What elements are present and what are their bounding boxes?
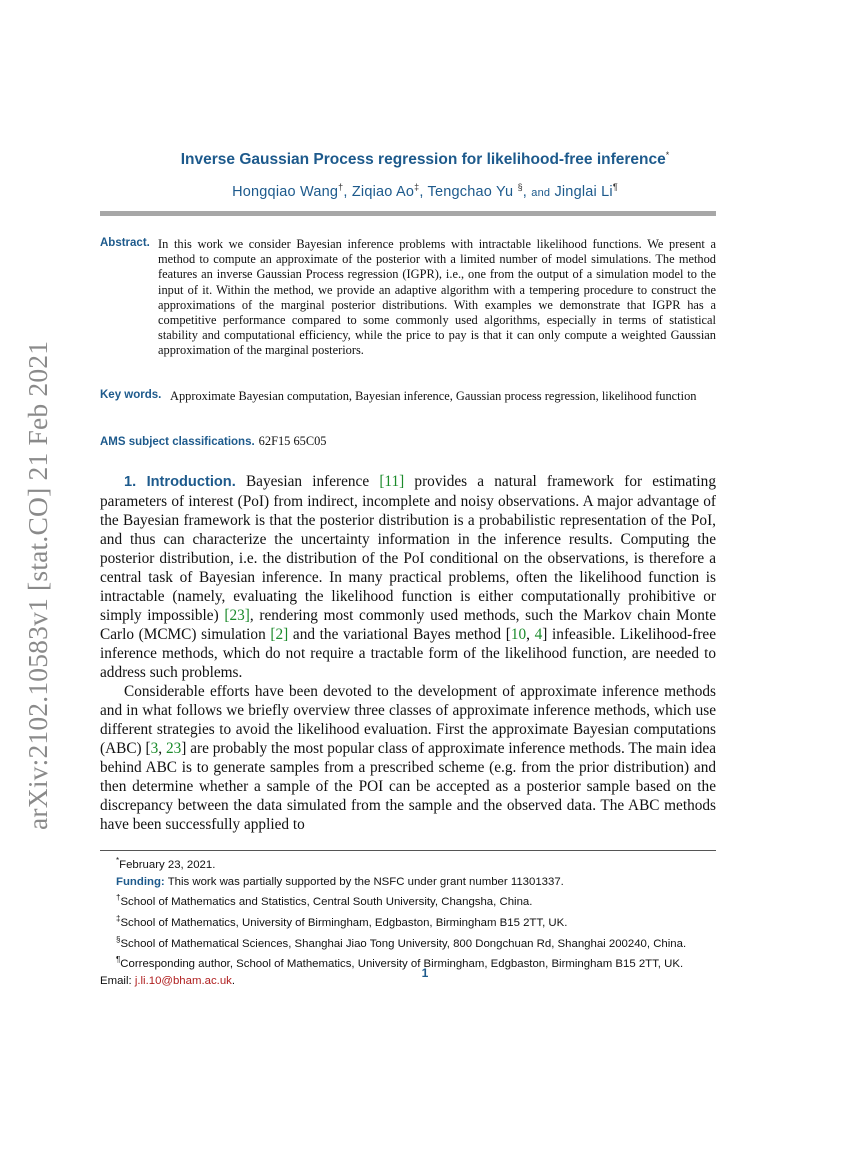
ams-codes: 62F15 65C05: [258, 434, 327, 448]
page-number: 1: [421, 966, 429, 980]
arxiv-stamp: arXiv:2102.10583v1 [stat.CO] 21 Feb 2021: [22, 340, 53, 830]
footnote-mark: §: [116, 934, 121, 944]
author-list: Hongqiao Wang†, Ziqiao Ao‡, Tengchao Yu §, and Jinglai Li¶: [232, 182, 618, 200]
citation-link[interactable]: [11]: [379, 473, 405, 490]
citation-link[interactable]: [23]: [224, 607, 250, 625]
text-run: Bayesian inference: [245, 473, 380, 490]
footnote-text: .: [231, 974, 236, 987]
ams-classifications: [100, 432, 716, 450]
footnote-funding: [100, 874, 716, 891]
author-mark: ¶: [612, 182, 618, 192]
footnote-rule: [100, 850, 716, 851]
text-run: ,: [526, 626, 535, 644]
author-mark: ‡: [414, 182, 420, 192]
keywords-label: Key words.: [100, 389, 162, 401]
footnote-mark: ¶: [116, 955, 121, 965]
text-run: Considerable efforts have been devoted to the development of approximate inference methods and in what follows we briefly overview three classes of approximate inference methods, which use different strategies to avoid the likelihood evaluation. First the approximate Bayesian computations (ABC) [: [100, 683, 716, 758]
author-name: Ziqiao Ao: [351, 183, 415, 200]
title-text: Inverse Gaussian Process regression for likelihood-free inference: [180, 151, 666, 169]
footnote-date: [100, 853, 716, 874]
text-run: provides a natural framework for estimating parameters of interest (PoI) from indirect, incomplete and noisy observations. A major advantage of the Bayesian framework is that the posterior distribution is a probabilistic representation of the PoI, and thus can characterize the uncertainty information in the inference results. Computing the posterior distribution, i.e. the distribution of the PoI conditional on the observations, is therefore a central task of Bayesian inference. In many practical problems, often the likelihood function is intractable (namely, evaluating the likelihood function is either computationally prohibitive or simply impossible): [100, 473, 716, 625]
funding-label: Funding:: [116, 875, 165, 888]
footnote-affiliation: [100, 932, 716, 953]
footnote-text: School of Mathematics and Statistics, Central South University, Changsha, China.: [120, 896, 533, 909]
text-run: , rendering most commonly used methods, such the Markov chain Monte Carlo (MCMC) simulation: [100, 607, 716, 644]
header-rule: [100, 211, 716, 216]
footnote-affiliation: [100, 890, 716, 911]
footnote-text: Corresponding author, School of Mathematics, University of Birmingham, Edgbaston, Birmingham B15 2TT, UK. Email:: [100, 957, 684, 987]
footnote-text: This work was partially supported by the NSFC under grant number 11301337.: [167, 875, 564, 888]
citation-link[interactable]: 23: [165, 740, 182, 758]
text-run: ,: [158, 740, 166, 758]
footnote-text: School of Mathematics, University of Birmingham, Edgbaston, Birmingham B15 2TT, UK.: [120, 916, 568, 929]
footnote-affiliation: [100, 911, 716, 932]
author-name: Hongqiao Wang: [232, 183, 339, 200]
footnote-text: February 23, 2021.: [119, 858, 216, 871]
ams-label: AMS subject classifications.: [100, 436, 255, 448]
keywords-text: Approximate Bayesian computation, Bayesian inference, Gaussian process regression, likelihood function: [170, 389, 697, 403]
intro-paragraph-2: [100, 682, 716, 834]
footnote-mark: †: [116, 893, 121, 903]
email-link[interactable]: j.li.10@bham.ac.uk: [134, 974, 232, 987]
section-heading: 1. Introduction.: [124, 474, 236, 490]
author-conjunction: and: [531, 186, 551, 199]
author-name: Tengchao Yu: [427, 183, 514, 200]
intro-paragraph-1: [100, 472, 716, 683]
footnote-text: School of Mathematical Sciences, Shanghai Jiao Tong University, 800 Dongchuan Rd, Shanghai 200240, China.: [120, 937, 687, 950]
title-footnote-mark: *: [665, 150, 670, 160]
paper-title: [0, 150, 850, 169]
abstract-text: In this work we consider Bayesian inference problems with intractable likelihood functions. We present a method to compute an approximate of the posterior with a limited number of model simulations. The method features an inverse Gaussian Process regression (IGPR), i.e., one from the output of a simulation model to the input of it. Within the method, we provide an adaptive algorithm with a tempering procedure to construct the approximations of the marginal posterior distributions. With examples we demonstrate that IGPR has a competitive performance compared to some commonly used algorithms, especially in terms of statistical stability and computational efficiency, while the price to pay is that it can only compute a weighted Gaussian approximation of the marginal posteriors.: [158, 237, 716, 358]
text-run: ] are probably the most popular class of approximate inference methods. The main idea behind ABC is to generate samples from a prescribed scheme (e.g. from the prior distribution) and then determine whether a sample of the POI can be accepted as a posterior sample based on the discrepancy between the data simulated from the sample and the observed data. The ABC methods have been successfully applied to: [100, 740, 716, 834]
citation-link[interactable]: 4: [534, 626, 543, 644]
text-run: and the variational Bayes method [: [288, 626, 511, 644]
abstract-label: Abstract.: [100, 237, 150, 249]
footnote-mark: *: [116, 856, 120, 865]
author-mark: §: [517, 182, 523, 192]
citation-link[interactable]: 3: [150, 740, 159, 758]
footnote-mark: ‡: [116, 913, 121, 923]
author-mark: †: [338, 182, 344, 192]
citation-link[interactable]: 10: [510, 626, 527, 644]
text-run: ] infeasible. Likelihood-free inference methods, which do not require a tractable form of the likelihood function, are needed to address such problems.: [100, 626, 716, 682]
author-name: Jinglai Li: [554, 183, 613, 200]
citation-link[interactable]: [2]: [270, 626, 289, 644]
